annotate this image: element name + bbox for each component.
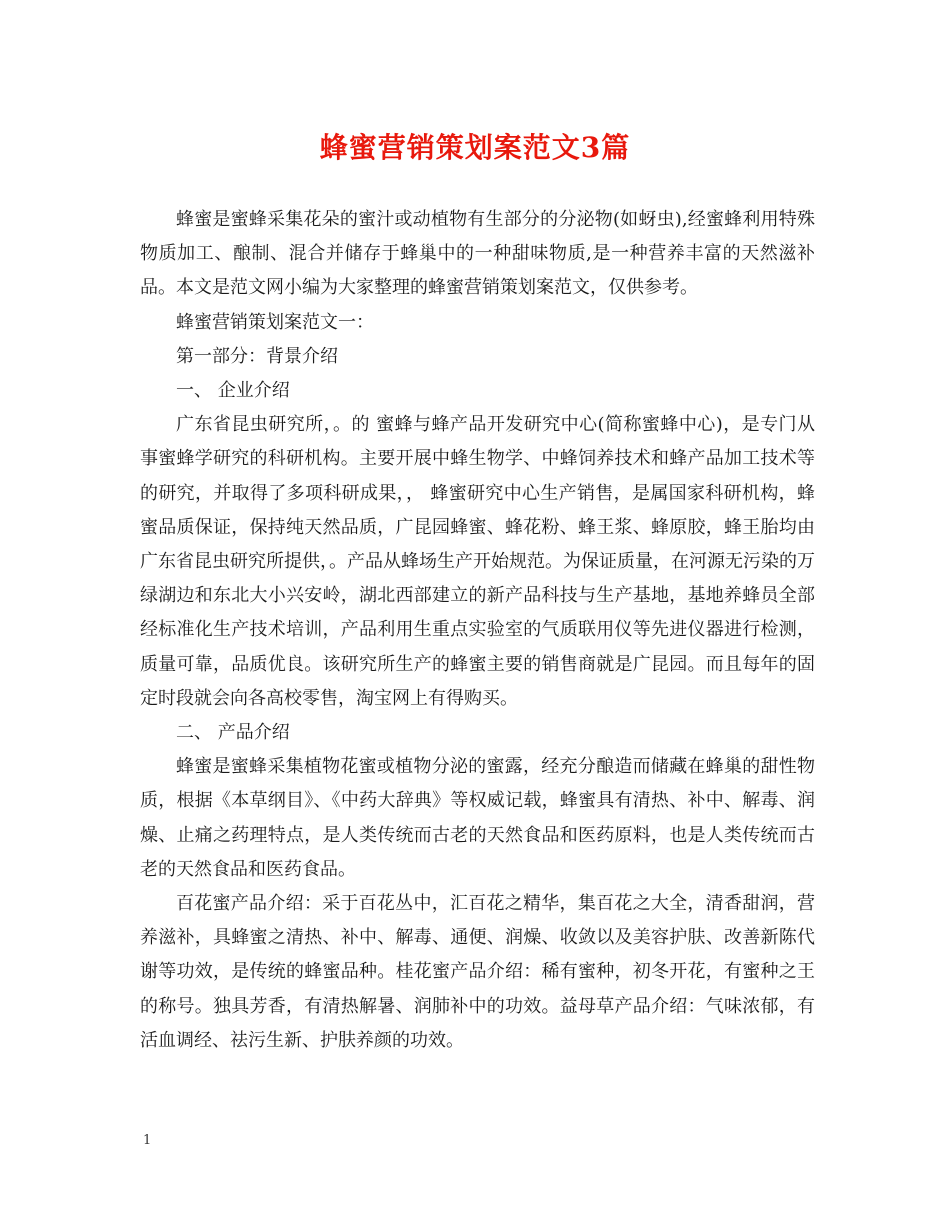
document-body — [140, 203, 815, 1058]
section-heading-part-one: 第一部分：背景介绍 — [176, 345, 338, 367]
subheading-product: 二、 产品介绍 — [176, 722, 290, 744]
company-paragraph: 广东省昆虫研究所，。的 蜜蜂与蜂产品开发研究中心(简称蜜蜂中心)，是专门从事蜜蜂学研究的科研机构。主要开展中蜂生物学、中蜂饲养技术和蜂产品加工技术等的研究，并取得了多项科研成果，， 蜂蜜研究中心生产销售，是属国家科研机构，蜂蜜品质保证，保持纯天然品质，广昆园蜂蜜、蜂花粉、蜂王浆、蜂原胶，蜂王胎均由广东省昆虫研究所提供，。产品从蜂场生产开始规范。为保证质量，在河源无污染的万绿湖边和东北大小兴安岭，湖北西部建立的新产品科技与生产基地，基地养蜂员全部经标准化生产技术培训，产品利用生重点实验室的气质联用仪等先进仪器进行检测，质量可靠，品质优良。该研究所生产的蜂蜜主要的销售商就是广昆园。而且每年的固定时段就会向各高校零售，淘宝网上有得购买。 — [140, 414, 815, 709]
honey-varieties-paragraph: 百花蜜产品介绍：采于百花丛中，汇百花之精华，集百花之大全，清香甜润，营养滋补，具蜂蜜之清热、补中、解毒、通便、润燥、收敛以及美容护肤、改善新陈代谢等功效，是传统的蜂蜜品种。桂花蜜产品介绍：稀有蜜种，初冬开花，有蜜种之王的称号。独具芳香，有清热解暑、润肺补中的功效。益母草产品介绍：气味浓郁，有活血调经、祛污生新、护肤养颜的功效。 — [140, 893, 815, 1051]
intro-paragraph: 蜂蜜是蜜蜂采集花朵的蜜汁或动植物有生部分的分泌物(如蚜虫),经蜜蜂利用特殊物质加工、酿制、混合并储存于蜂巢中的一种甜味物质,是一种营养丰富的天然滋补品。本文是范文网小编为大家整理的蜂蜜营销策划案范文，仅供参考。 — [140, 209, 815, 299]
section-heading-sample-one: 蜂蜜营销策划案范文一： — [176, 311, 374, 333]
page-number: 1 — [143, 1133, 152, 1148]
product-paragraph: 蜂蜜是蜜蜂采集植物花蜜或植物分泌的蜜露，经充分酿造而储藏在蜂巢的甜性物质，根据《本草纲目》、《中药大辞典》等权威记载，蜂蜜具有清热、补中、解毒、润燥、止痛之药理特点，是人类传统而古老的天然食品和医药原料，也是人类传统而古老的天然食品和医药食品。 — [140, 756, 815, 880]
document-title: 蜂蜜营销策划案范文3篇 — [319, 131, 631, 164]
subheading-company: 一、 企业介绍 — [176, 380, 290, 402]
